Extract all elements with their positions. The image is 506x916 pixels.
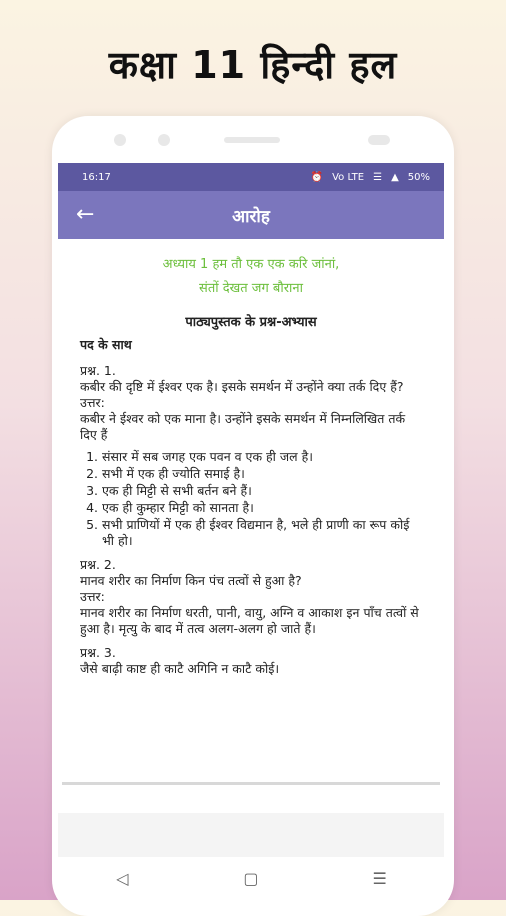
alarm-icon: ⏰ bbox=[310, 171, 324, 183]
nav-back-icon[interactable]: ◁ bbox=[116, 869, 129, 888]
network-icon: ☰ bbox=[373, 171, 383, 183]
question-label: प्रश्न. 2. bbox=[80, 557, 116, 572]
phone-sensor-dot bbox=[158, 134, 170, 146]
question-1 bbox=[80, 363, 422, 549]
status-bar bbox=[58, 163, 444, 191]
app-screen bbox=[58, 163, 444, 900]
question-label: प्रश्न. 3. bbox=[80, 645, 116, 660]
answer-text: मानव शरीर का निर्माण धरती, पानी, वायु, अग्नि व आकाश इन पाँच तत्वों से हुआ है। मृत्यु के बाद में तत्व अलग-अलग हो जाते हैं। bbox=[80, 605, 419, 636]
section-title: पाठ्यपुस्तक के प्रश्न-अभ्यास bbox=[185, 315, 317, 330]
chapter-line-2: संतों देखत जग बौराना bbox=[199, 281, 303, 296]
list-item: 1. संसार में सब जगह एक पवन व एक ही जल है। bbox=[102, 449, 422, 465]
phone-sensor bbox=[368, 135, 390, 145]
list-item: 4. एक ही कुम्हार मिट्टी को सानता है। bbox=[102, 500, 422, 516]
page-title: आरोह bbox=[232, 206, 270, 227]
lesson-content bbox=[58, 253, 444, 677]
app-bar bbox=[58, 191, 444, 239]
signal-icon: ▲ bbox=[391, 171, 399, 183]
answer-points bbox=[80, 449, 422, 549]
status-time: 16:17 bbox=[82, 171, 111, 183]
nav-home-icon[interactable]: ▢ bbox=[243, 869, 259, 888]
question-2 bbox=[80, 557, 422, 637]
phone-speaker bbox=[224, 137, 280, 143]
list-item: 3. एक ही मिट्टी से सभी बर्तन बने हैं। bbox=[102, 483, 422, 499]
question-text: कबीर की दृष्टि में ईश्वर एक है। इसके समर्थन में उन्होंने क्या तर्क दिए हैं? bbox=[80, 379, 404, 394]
content-divider bbox=[62, 782, 440, 785]
chapter-line-1: अध्याय 1 हम तौ एक एक करि जांनां, bbox=[162, 257, 340, 272]
question-3 bbox=[80, 645, 422, 677]
question-text: जैसे बाढ़ी काष्ट ही काटै अगिनि न काटै कोई। bbox=[80, 661, 280, 676]
phone-camera-dot bbox=[114, 134, 126, 146]
answer-label: उत्तर: bbox=[80, 589, 105, 604]
sub-title: पद के साथ bbox=[80, 337, 132, 352]
question-text: मानव शरीर का निर्माण किन पंच तत्वों से हुआ है? bbox=[80, 573, 302, 588]
volte-icon: Vo LTE bbox=[332, 171, 365, 183]
promo-banner-title: कक्षा 11 हिन्दी हल bbox=[108, 43, 398, 87]
list-item: 5. सभी प्राणियों में एक ही ईश्वर विद्यमान है, भले ही प्राणी का रूप कोई भी हो। bbox=[102, 517, 422, 549]
question-label: प्रश्न. 1. bbox=[80, 363, 116, 378]
list-item: 2. सभी में एक ही ज्योति समाई है। bbox=[102, 466, 422, 482]
battery-level: 50% bbox=[407, 171, 430, 183]
system-nav-bar bbox=[58, 857, 444, 900]
chapter-heading bbox=[80, 253, 422, 301]
answer-label: उत्तर: bbox=[80, 395, 105, 410]
back-arrow-icon[interactable]: ← bbox=[76, 202, 95, 227]
bottom-panel bbox=[58, 813, 444, 857]
nav-menu-icon[interactable]: ☰ bbox=[372, 869, 387, 888]
answer-text: कबीर ने ईश्वर को एक माना है। उन्होंने इसके समर्थन में निम्नलिखित तर्क दिए हैं bbox=[80, 411, 406, 442]
